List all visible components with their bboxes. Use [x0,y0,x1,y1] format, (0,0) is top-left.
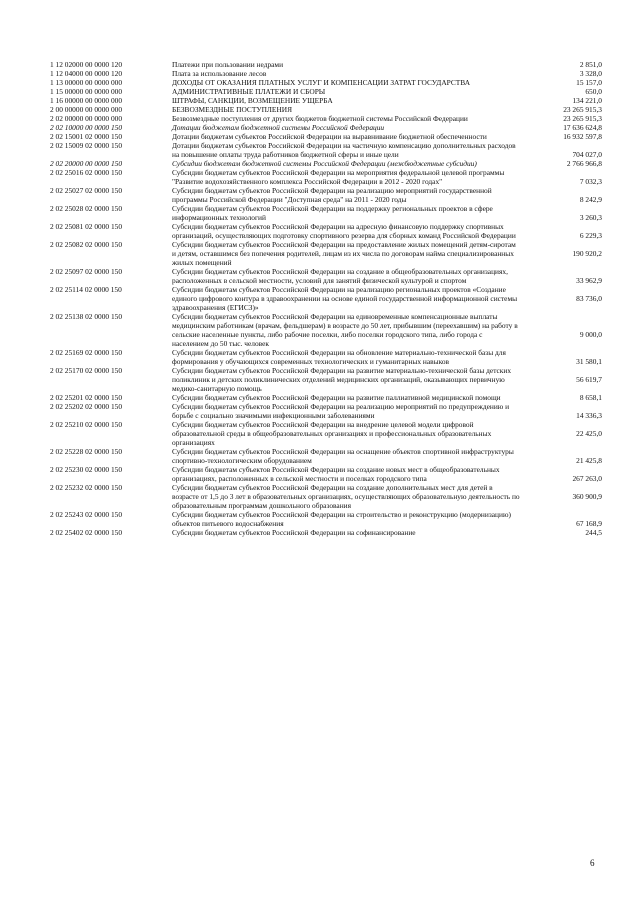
budget-code: 2 02 10000 00 0000 150 [50,123,123,132]
table-row [0,105,640,114]
budget-code: 2 02 25027 02 0000 150 [50,186,123,195]
budget-description: Субсидии бюджетам субъектов Российской Федерации на обновление материально-технической базы для формирования у обучающихся современных технологических и гуманитарных навыков [172,348,506,366]
table-row [0,141,640,159]
budget-code: 2 02 00000 00 0000 000 [50,114,123,123]
table-row [0,132,640,141]
budget-code: 2 02 25114 02 0000 150 [50,285,122,294]
budget-code: 2 02 25082 02 0000 150 [50,240,123,249]
table-row [0,312,640,348]
budget-code: 2 02 25028 02 0000 150 [50,204,123,213]
budget-amount: 7 032,3 [579,177,602,186]
budget-amount: 3 260,3 [579,213,602,222]
budget-amount: 67 168,9 [576,519,602,528]
budget-amount: 360 900,9 [572,492,602,501]
table-row [0,348,640,366]
budget-description: Плата за использование лесов [172,69,267,78]
budget-code: 2 02 25016 02 0000 150 [50,168,123,177]
budget-amount: 23 265 915,3 [563,114,602,123]
budget-amount: 33 962,9 [576,276,602,285]
budget-table [0,60,640,537]
table-row [0,420,640,447]
budget-amount: 83 736,0 [576,294,602,303]
budget-code: 2 02 25202 02 0000 150 [50,402,123,411]
table-row [0,186,640,204]
budget-amount: 267 263,0 [572,474,602,483]
budget-code: 1 12 04000 00 0000 120 [50,69,123,78]
budget-description: Субсидии бюджетам субъектов Российской Федерации на развитие материально-технической базы детских поликлиник и детских поликлинических отделений медицинских организаций, оказывающих первичную медико-санитарную помощь [172,366,512,393]
budget-description: ДОХОДЫ ОТ ОКАЗАНИЯ ПЛАТНЫХ УСЛУГ И КОМПЕНСАЦИИ ЗАТРАТ ГОСУДАРСТВА [172,78,471,87]
budget-amount: 2 766 966,8 [566,159,602,168]
budget-description: Платежи при пользовании недрами [172,60,284,69]
budget-amount: 190 920,2 [572,249,602,258]
budget-code: 2 02 25402 02 0000 150 [50,528,123,537]
budget-description: Субсидии бюджетам субъектов Российской Федерации на оснащение объектов спортивной инфраструктуры спортивно-технологическим оборудованием [172,447,514,465]
budget-description: Субсидии бюджетам субъектов Российской Федерации на мероприятия федеральной целевой программы "Развитие водохозяйственного комплекса Российской Федерации в 2012 - 2020 годах" [172,168,505,186]
table-row [0,393,640,402]
budget-code: 1 15 00000 00 0000 000 [50,87,123,96]
budget-amount: 22 425,0 [576,429,602,438]
table-row [0,204,640,222]
budget-code: 1 16 00000 00 0000 000 [50,96,123,105]
budget-amount: 21 425,8 [576,456,602,465]
budget-amount: 650,0 [585,87,602,96]
budget-description: Субсидии бюджетам субъектов Российской Федерации на реализацию региональных проектов «Создание единого цифрового контура в здравоохранении на основе единой государственной информационной системы здравоохранения (ЕГИСЗ)» [172,285,518,312]
budget-amount: 8 242,9 [579,195,602,204]
budget-description: Субсидии бюджетам бюджетной системы Российской Федерации (межбюджетные субсидии) [172,159,477,168]
table-row [0,123,640,132]
budget-description: Субсидии бюджетам субъектов Российской Федерации на строительство и реконструкцию (модернизацию) объектов питьевого водоснабжения [172,510,511,528]
budget-amount: 14 336,3 [576,411,602,420]
budget-amount: 244,5 [585,528,602,537]
budget-code: 2 02 25232 02 0000 150 [50,483,123,492]
table-row [0,465,640,483]
budget-code: 2 02 25081 02 0000 150 [50,222,123,231]
budget-amount: 17 636 624,8 [563,123,602,132]
budget-description: Дотации бюджетам субъектов Российской Федерации на частичную компенсацию дополнительных расходов на повышение оплаты труда работников бюджетной сферы и иные цели [172,141,516,159]
budget-description: Субсидии бюджетам субъектов Российской Федерации на создание новых мест в общеобразовательных организациях, расположенных в сельской местности и поселках городского типа [172,465,500,483]
table-row [0,240,640,267]
budget-amount: 8 658,1 [579,393,602,402]
budget-amount: 2 851,0 [579,60,602,69]
table-row [0,78,640,87]
budget-amount: 704 027,0 [572,150,602,159]
budget-code: 2 02 25230 02 0000 150 [50,465,123,474]
page-number: 6 [590,858,595,868]
budget-code: 2 02 15009 02 0000 150 [50,141,123,150]
table-row [0,60,640,69]
budget-amount: 56 619,7 [576,375,602,384]
budget-description: Субсидии бюджетам субъектов Российской Федерации на адресную финансовую поддержку спортивных организаций, осуществляющих подготовку спортивного резерва для сборных команд Российской Федерации [172,222,516,240]
budget-amount: 23 265 915,3 [563,105,602,114]
budget-code: 2 02 15001 02 0000 150 [50,132,123,141]
budget-code: 2 02 25243 02 0000 150 [50,510,123,519]
budget-description: Субсидии бюджетам субъектов Российской Федерации на предоставление жилых помещений детям-сиротам и детям, оставшимся без попечения родителей, лицам из их числа по договорам найма специализированных жилых помещений [172,240,516,267]
table-row [0,483,640,510]
budget-code: 2 02 25170 02 0000 150 [50,366,123,375]
table-row [0,528,640,537]
budget-description: Субсидии бюджетам субъектов Российской Федерации на создание в общеобразовательных организациях, расположенных в сельской местности, условий для занятий физической культурой и спортом [172,267,508,285]
table-row [0,114,640,123]
budget-amount: 6 229,3 [579,231,602,240]
budget-description: Дотации бюджетам субъектов Российской Федерации на выравнивание бюджетной обеспеченности [172,132,487,141]
table-row [0,87,640,96]
table-row [0,366,640,393]
table-row [0,285,640,312]
table-row [0,168,640,186]
budget-amount: 16 932 597,8 [563,132,602,141]
table-row [0,510,640,528]
budget-description: Субсидии бюджетам субъектов Российской Федерации на поддержку региональных проектов в сфере информационных технологий [172,204,493,222]
table-row [0,267,640,285]
budget-code: 1 13 00000 00 0000 000 [50,78,123,87]
budget-code: 2 02 25201 02 0000 150 [50,393,123,402]
budget-code: 2 02 25228 02 0000 150 [50,447,123,456]
table-row [0,159,640,168]
table-row [0,447,640,465]
budget-amount: 134 221,0 [572,96,602,105]
table-row [0,402,640,420]
budget-amount: 15 157,0 [576,78,602,87]
budget-description: Субсидии бюджетам субъектов Российской Федерации на внедрение целевой модели цифровой образовательной среды в общеобразовательных организациях и профессиональных образовательных организациях [172,420,492,447]
budget-code: 2 02 25097 02 0000 150 [50,267,123,276]
budget-amount: 9 000,0 [579,330,602,339]
budget-code: 2 00 00000 00 0000 000 [50,105,123,114]
budget-description: ШТРАФЫ, САНКЦИИ, ВОЗМЕЩЕНИЕ УЩЕРБА [172,96,333,105]
budget-description: Субсидии бюджетам субъектов Российской Федерации на реализацию мероприятий государственной программы Российской Федерации "Доступная среда" на 2011 - 2020 годы [172,186,492,204]
budget-description: БЕЗВОЗМЕЗДНЫЕ ПОСТУПЛЕНИЯ [172,105,293,114]
budget-amount: 3 328,0 [579,69,602,78]
budget-code: 1 12 02000 00 0000 120 [50,60,123,69]
budget-description: Субсидии бюджетам субъектов Российской Федерации на софинансирование [172,528,416,537]
budget-code: 2 02 25169 02 0000 150 [50,348,123,357]
table-row [0,96,640,105]
budget-description: АДМИНИСТРАТИВНЫЕ ПЛАТЕЖИ И СБОРЫ [172,87,326,96]
budget-description: Субсидии бюджетам субъектов Российской Федерации на создание дополнительных мест для детей в возрасте от 1,5 до 3 лет в образовательных организациях, осуществляющих образовательную деятельность по образовательным программам дошкольного образования [172,483,520,510]
table-row [0,69,640,78]
budget-amount: 31 580,1 [576,357,602,366]
budget-code: 2 02 25210 02 0000 150 [50,420,123,429]
budget-code: 2 02 20000 00 0000 150 [50,159,123,168]
budget-description: Безвозмездные поступления от других бюджетов бюджетной системы Российской Федерации [172,114,468,123]
budget-description: Субсидии бюджетам субъектов Российской Федерации на реализацию мероприятий по предупреждению и борьбе с социально значимыми инфекционными заболеваниями [172,402,510,420]
budget-code: 2 02 25138 02 0000 150 [50,312,123,321]
budget-description: Дотации бюджетам бюджетной системы Российской Федерации [172,123,385,132]
budget-description: Субсидии бюджетам субъектов Российской Федерации на развитие паллиативной медицинской помощи [172,393,501,402]
budget-description: Субсидии бюджетам субъектов Российской Федерации на единовременные компенсационные выплаты медицинским работникам (врачам, фельдшерам) в возрасте до 50 лет, прибывшим (переехавшим) на работу в сельские населенные пункты, либо рабочие поселки, либо поселки городского типа, либо города с населением до 50 тыс. человек [172,312,518,348]
table-row [0,222,640,240]
